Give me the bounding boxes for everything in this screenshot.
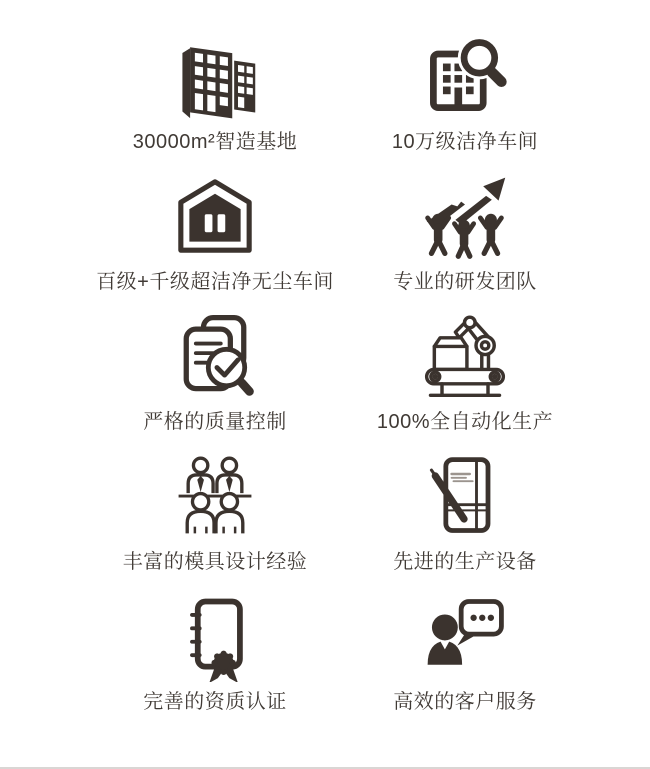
feature-item-mold-design	[90, 450, 340, 590]
feature-item-rd-team	[340, 170, 590, 310]
cleanroom-house-icon	[169, 170, 261, 262]
feature-item-quality-control	[90, 310, 340, 450]
feature-item-equipment	[340, 450, 590, 590]
feature-item-dust-free	[90, 170, 340, 310]
team-growth-icon	[419, 170, 511, 262]
feature-label: 百级+千级超洁净无尘车间	[96, 271, 334, 293]
feature-item-customer-service	[340, 590, 590, 730]
quality-inspection-icon	[169, 310, 261, 402]
feature-item-smart-base	[90, 30, 340, 170]
robot-arm-icon	[419, 310, 511, 402]
feature-item-certification	[90, 590, 340, 730]
certificate-icon	[169, 590, 261, 682]
feature-label: 10万级洁净车间	[391, 131, 539, 153]
feature-label: 先进的生产设备	[393, 551, 537, 573]
feature-item-automation	[340, 310, 590, 450]
customer-service-icon	[419, 590, 511, 682]
features-grid	[90, 0, 590, 730]
factory-building-icon	[169, 30, 261, 122]
feature-label: 30000m²智造基地	[132, 131, 298, 153]
building-search-icon	[419, 30, 511, 122]
feature-label: 丰富的模具设计经验	[122, 551, 308, 573]
feature-label: 高效的客户服务	[393, 691, 537, 713]
meeting-team-icon	[169, 450, 261, 542]
feature-label: 严格的质量控制	[143, 411, 287, 433]
feature-label: 专业的研发团队	[393, 271, 537, 293]
feature-item-clean-workshop	[340, 30, 590, 170]
feature-label: 完善的资质认证	[143, 691, 287, 713]
notebook-pen-icon	[419, 450, 511, 542]
feature-label: 100%全自动化生产	[376, 411, 554, 433]
